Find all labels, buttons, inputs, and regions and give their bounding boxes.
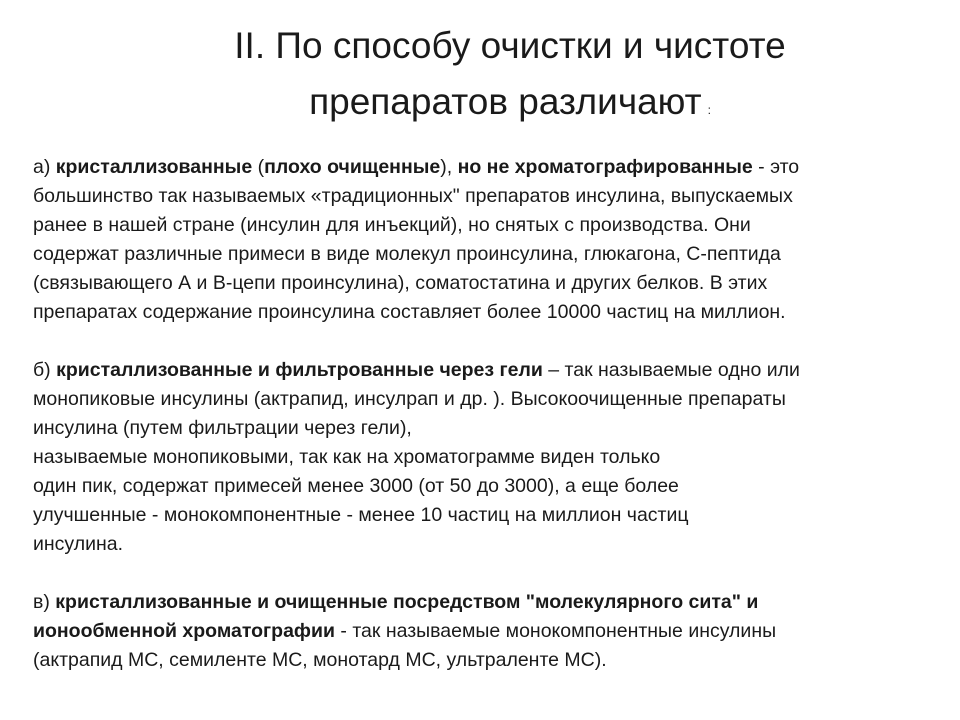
paragraph-b-line-5: один пик, содержат примесей менее 3000 (от 50 до 3000), а еще более [33, 475, 679, 497]
paragraph-c-line-2 [33, 617, 913, 646]
paragraph-c-term-2: ионообменной хроматографии [33, 620, 335, 642]
paragraph-b-line-6: улучшенные - монокомпонентные - менее 10 частиц на миллион частиц [33, 504, 689, 526]
slide-title [150, 18, 870, 138]
paragraph-b-line-2: монопиковые инсулины (актрапид, инсулрап и др. ). Высокоочищенные препараты [33, 388, 786, 410]
paragraph-c [33, 588, 913, 675]
paragraph-c-line-1 [33, 588, 913, 617]
paragraph-b [33, 356, 913, 559]
paragraph-c-marker: в) [33, 591, 56, 613]
paragraph-b-marker: б) [33, 359, 57, 381]
paragraph-b-term-1: кристаллизованные и фильтрованные через гели [56, 359, 543, 381]
paragraph-a-marker: а) [33, 156, 56, 178]
paragraph-b-text-1: – так называемые одно или [542, 359, 800, 381]
paragraph-a-line-2: большинство так называемых «традиционных" препаратов инсулина, выпускаемых [33, 185, 793, 207]
slide-title-line-1: II. По способу очистки и чистоте [234, 25, 786, 66]
slide-title-line-2-text: препаратов различают [309, 81, 702, 122]
paragraph-a-term-2: плохо очищенные [264, 156, 441, 178]
paragraph-b-line-4: называемые монопиковыми, так как на хроматограмме виден только [33, 446, 661, 468]
paragraph-a-line-4: содержат различные примеси в виде молекул проинсулина, глюкагона, С-пептида [33, 243, 781, 265]
paragraph-b-line-7: инсулина. [33, 533, 124, 555]
paragraph-a [33, 153, 913, 327]
slide-title-colon: : [707, 103, 711, 117]
paragraph-a-line-5: (связывающего А и В-цепи проинсулина), соматостатина и других белков. В этих [33, 272, 768, 294]
slide-title-line-2 [150, 74, 870, 138]
slide-body [33, 153, 913, 675]
paragraph-c-term-1: кристаллизованные и очищенные посредством "молекулярного сита" и [55, 591, 759, 613]
paragraph-c-text-1: - так называемые монокомпонентные инсулины [334, 620, 777, 642]
paragraph-a-line-3: ранее в нашей стране (инсулин для инъекций), но снятых с производства. Они [33, 214, 751, 236]
paragraph-a-text-1: ( [252, 156, 265, 178]
paragraph-c-line-3: (актрапид МС, семиленте МС, монотард МС, ультраленте МС). [33, 649, 607, 671]
paragraph-a-term-1: кристаллизованные [55, 156, 253, 178]
paragraph-b-line-3: инсулина (путем фильтрации через гели), [33, 417, 412, 439]
paragraph-a-text-2: ), [440, 156, 458, 178]
paragraph-a-term-3: но не хроматографированные [457, 156, 753, 178]
paragraph-b-line-1 [33, 356, 913, 385]
paragraph-a-text-3: - это [752, 156, 800, 178]
paragraph-a-line-1 [33, 153, 913, 182]
paragraph-a-line-6: препаратах содержание проинсулина составляет более 10000 частиц на миллион. [33, 301, 786, 323]
